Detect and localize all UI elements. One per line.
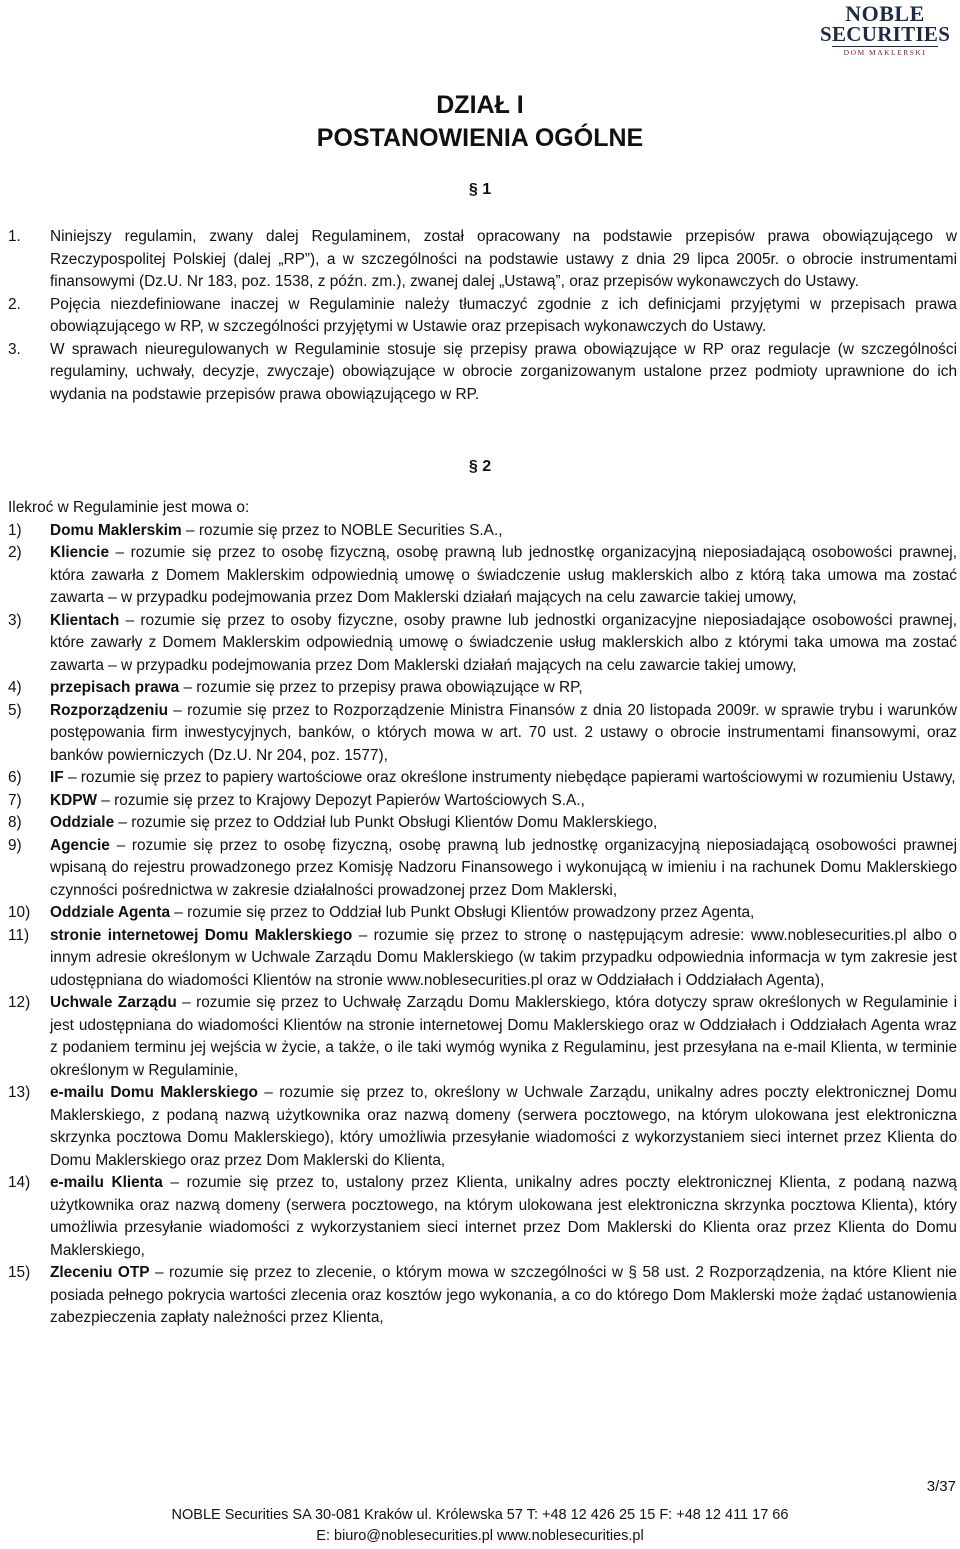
definition-item (8, 767, 957, 790)
definition-item (8, 925, 957, 993)
definition-term: Domu Maklerskim (50, 521, 182, 539)
logo-line-securities: SECURITIES (820, 22, 951, 46)
page-number: 3/37 (926, 1478, 956, 1495)
definition-term: e-mailu Domu Maklerskiego (50, 1084, 258, 1101)
definition-term: IF (50, 769, 64, 786)
logo-line-dom-maklerski: DOM MAKLERSKI (843, 48, 927, 57)
paragraph-number: 1. (8, 228, 21, 245)
definition-item (8, 992, 957, 1082)
definition-number: 8) (8, 814, 22, 831)
definition-term: Kliencie (50, 544, 110, 561)
definition-number: 3) (8, 611, 22, 629)
definition-number: 5) (8, 701, 22, 719)
paragraph-text: Niniejszy regulamin, zwany dalej Regulaminem, został opracowany na podstawie przepisów prawa obowiązującego w Rzeczypospolitej Polskiej (dalej „RP”), a w szczególności na podstawie ustawy z dnia 29 lipca 2005r. o obrocie instrumentami finansowymi (Dz.U. Nr 183, poz. 1538, z późn. zm.), zwanej dalej „Ustawą”, oraz przepisów wykonawczych do Ustawy. (50, 228, 957, 290)
logo-line-noble: NOBLE (845, 1, 925, 26)
definition-text: – rozumie się przez to, określony w Uchwale Zarządu, unikalny adres poczty elektronicznej Domu Maklerskiego, z podaną nazwą użytkownika oraz nazwą domeny (serwera pocztowego, na którym ulokowana jest elektroniczna skrzynka pocztowa Domu Maklerskiego), który umożliwia przesyłanie wiadomości z wykorzystaniem sieci internet przez Klienta do Domu Maklerskiego oraz przez Dom Maklerski do Klienta, (50, 1084, 957, 1169)
definition-item (8, 700, 957, 768)
definition-number: 4) (8, 679, 22, 696)
definition-number: 11) (8, 926, 30, 944)
definition-text: – rozumie się przez to Krajowy Depozyt Papierów Wartościowych S.A., (97, 791, 585, 809)
definition-number: 12) (8, 994, 31, 1011)
paragraph (8, 226, 957, 294)
chapter-title: DZIAŁ I (436, 91, 524, 119)
definition-number: 2) (8, 544, 22, 561)
definition-item (8, 902, 957, 925)
definition-term: Oddziale Agenta (50, 904, 171, 921)
definition-number: 1) (8, 521, 22, 539)
definition-item (8, 835, 957, 903)
definition-term: Agencie (50, 836, 110, 854)
definition-item (8, 1082, 957, 1172)
definition-text: – rozumie się przez to zlecenie, o którym mowa w szczególności w § 58 ust. 2 Rozporządzenia, na które Klient nie posiada pełnego pokrycia wartości zlecenia oraz kosztów jego wykonania, a co do którego Dom Maklerski może żądać ustanowienia zabezpieczenia zapłaty należności przez Klienta, (50, 1264, 957, 1326)
footer-contact: E: biuro@noblesecurities.pl www.noblesecurities.pl (316, 1528, 644, 1544)
definition-item (8, 1172, 957, 1262)
definition-text: – rozumie się przez to Oddział lub Punkt Obsługi Klientów prowadzony przez Agenta, (170, 904, 755, 921)
definition-item (8, 1262, 957, 1330)
definition-number: 13) (8, 1084, 31, 1101)
definition-number: 6) (8, 769, 22, 786)
paragraph-number: 3. (8, 340, 21, 358)
definition-text: – rozumie się przez to papiery wartościowe oraz określone instrumenty niebędące papierami wartościowymi w rozumieniu Ustawy, (63, 769, 956, 786)
definition-text: – rozumie się przez to przepisy prawa obowiązujące w RP, (179, 679, 583, 696)
definition-term: przepisach prawa (50, 679, 180, 696)
definition-number: 14) (8, 1174, 31, 1191)
definition-item (8, 520, 957, 543)
definitions-list (8, 520, 957, 1330)
chapter-subtitle: POSTANOWIENIA OGÓLNE (316, 124, 644, 152)
definition-text: – rozumie się przez to osoby fizyczne, osoby prawne lub jednostki organizacyjne nieposiadające osobowości prawnej, które zawarły z Domem Maklerskim odpowiednią umowę o świadczenie usług maklerskich albo z którymi taka umowa ma zostać zawarta – w przypadku podejmowania przez Dom Maklerski działań mających na celu zawarcie takiej umowy, (50, 611, 957, 674)
definition-text: – rozumie się przez to, ustalony przez Klienta, unikalny adres poczty elektronicznej Klienta, z podaną nazwą użytkownika oraz nazwą domeny (serwera pocztowego, na którym ulokowana jest elektroniczna skrzynka pocztowa Klienta), który umożliwia przesyłanie wiadomości z wykorzystaniem sieci internet przez Dom Maklerski do Klienta oraz przez Klienta do Domu Maklerskiego, (50, 1174, 957, 1259)
definition-item (8, 542, 957, 610)
definition-item (8, 610, 957, 678)
definition-text: – rozumie się przez to Uchwałę Zarządu Domu Maklerskiego, która dotyczy spraw określonych w Regulaminie i jest udostępniana do wiadomości Klientów na stronie internetowej Domu Maklerskiego oraz w Oddziałach i Oddziałach Agenta wraz z podaniem terminu jej wejścia w życie, a także, o ile taki wymóg wynika z Regulaminu, jest przesyłana na e-mail Klienta, w terminie określonym w Regulaminie, (50, 994, 957, 1079)
definition-item (8, 677, 957, 700)
definition-text: – rozumie się przez to Oddział lub Punkt Obsługi Klientów Domu Maklerskiego, (114, 814, 658, 831)
definition-term: Uchwale Zarządu (50, 994, 177, 1011)
definition-term: KDPW (50, 791, 98, 809)
definition-number: 10) (8, 904, 31, 921)
definition-text: – rozumie się przez to stronę o następującym adresie: www.noblesecurities.pl albo o innym adresie określonym w Uchwale Zarządu Domu Maklerskiego (w takim przypadku odpowiednia informacja w tym zakresie jest udostępniana do wiadomości Klientów na stronie www.noblesecurities.pl oraz w Oddziałach i Oddziałach Agenta), (50, 926, 957, 989)
definition-number: 15) (8, 1264, 31, 1281)
footer-address: NOBLE Securities SA 30-081 Kraków ul. Królewska 57 T: +48 12 426 25 15 F: +48 12 411 17 66 (171, 1507, 789, 1523)
definition-text: – rozumie się przez to NOBLE Securities S.A., (181, 521, 503, 539)
section-2-body (8, 497, 957, 1330)
paragraph-text: Pojęcia niezdefiniowane inaczej w Regulaminie należy tłumaczyć zgodnie z ich definicjami przyjętymi w przepisach prawa obowiązującego w RP, w szczególności przyjętymi w Ustawie oraz przepisach wykonawczych do Ustawy. (50, 295, 957, 335)
paragraph (8, 294, 957, 339)
definition-text: – rozumie się przez to Rozporządzenie Ministra Finansów z dnia 20 listopada 2009r. w sprawie trybu i warunków postępowania firm inwestycyjnych, banków, o których mowa w art. 70 ust. 2 ustawy o obrocie instrumentami finansowymi, oraz banków powierniczych (Dz.U. Nr 204, poz. 1577), (50, 701, 957, 764)
section-1-body (8, 226, 957, 406)
definition-term: e-mailu Klienta (50, 1174, 163, 1191)
definition-term: Klientach (50, 611, 120, 629)
definition-term: Zleceniu OTP (50, 1264, 150, 1281)
definitions-intro: Ilekroć w Regulaminie jest mowa o: (8, 499, 250, 516)
definition-number: 9) (8, 836, 22, 854)
paragraph-text: W sprawach nieuregulowanych w Regulaminie stosuje się przepisy prawa obowiązujące w RP oraz regulacje (w szczególności regulaminy, uchwały, decyzje, zwyczaje) obowiązujące w obrocie zorganizowanym ustalone przez podmioty uprawnione do ich wydania na podstawie przepisów prawa obowiązującego w RP. (50, 340, 957, 403)
definition-item (8, 790, 957, 813)
section-2-heading: § 2 (468, 458, 492, 475)
definition-term: Rozporządzeniu (50, 701, 168, 719)
definition-text: – rozumie się przez to osobę fizyczną, osobę prawną lub jednostkę organizacyjną nieposiadającą osobowości prawnej, która zawarła z Domem Maklerskim odpowiednią umowę o świadczenie usług maklerskich albo z którą taka umowa ma zostać zawarta – w przypadku podejmowania przez Dom Maklerski działań mających na celu zawarcie takiej umowy, (50, 544, 957, 606)
definition-number: 7) (8, 791, 22, 809)
section-1-heading: § 1 (468, 181, 492, 198)
company-logo (820, 1, 951, 57)
definition-text: – rozumie się przez to osobę fizyczną, osobę prawną lub jednostkę organizacyjną nieposiadającą osobowości prawnej wpisaną do rejestru prowadzonego przez Komisję Nadzoru Finansowego i wykonującą w imieniu i na rachunek Domu Maklerskiego czynności pośrednictwa w zakresie działalności prowadzonej przez Dom Maklerski, (50, 836, 957, 899)
definition-term: Oddziale (50, 814, 115, 831)
logo-divider (832, 46, 938, 47)
paragraph (8, 339, 957, 407)
paragraph-number: 2. (8, 295, 21, 313)
definition-item (8, 812, 957, 835)
definition-term: stronie internetowej Domu Maklerskiego (50, 926, 353, 944)
